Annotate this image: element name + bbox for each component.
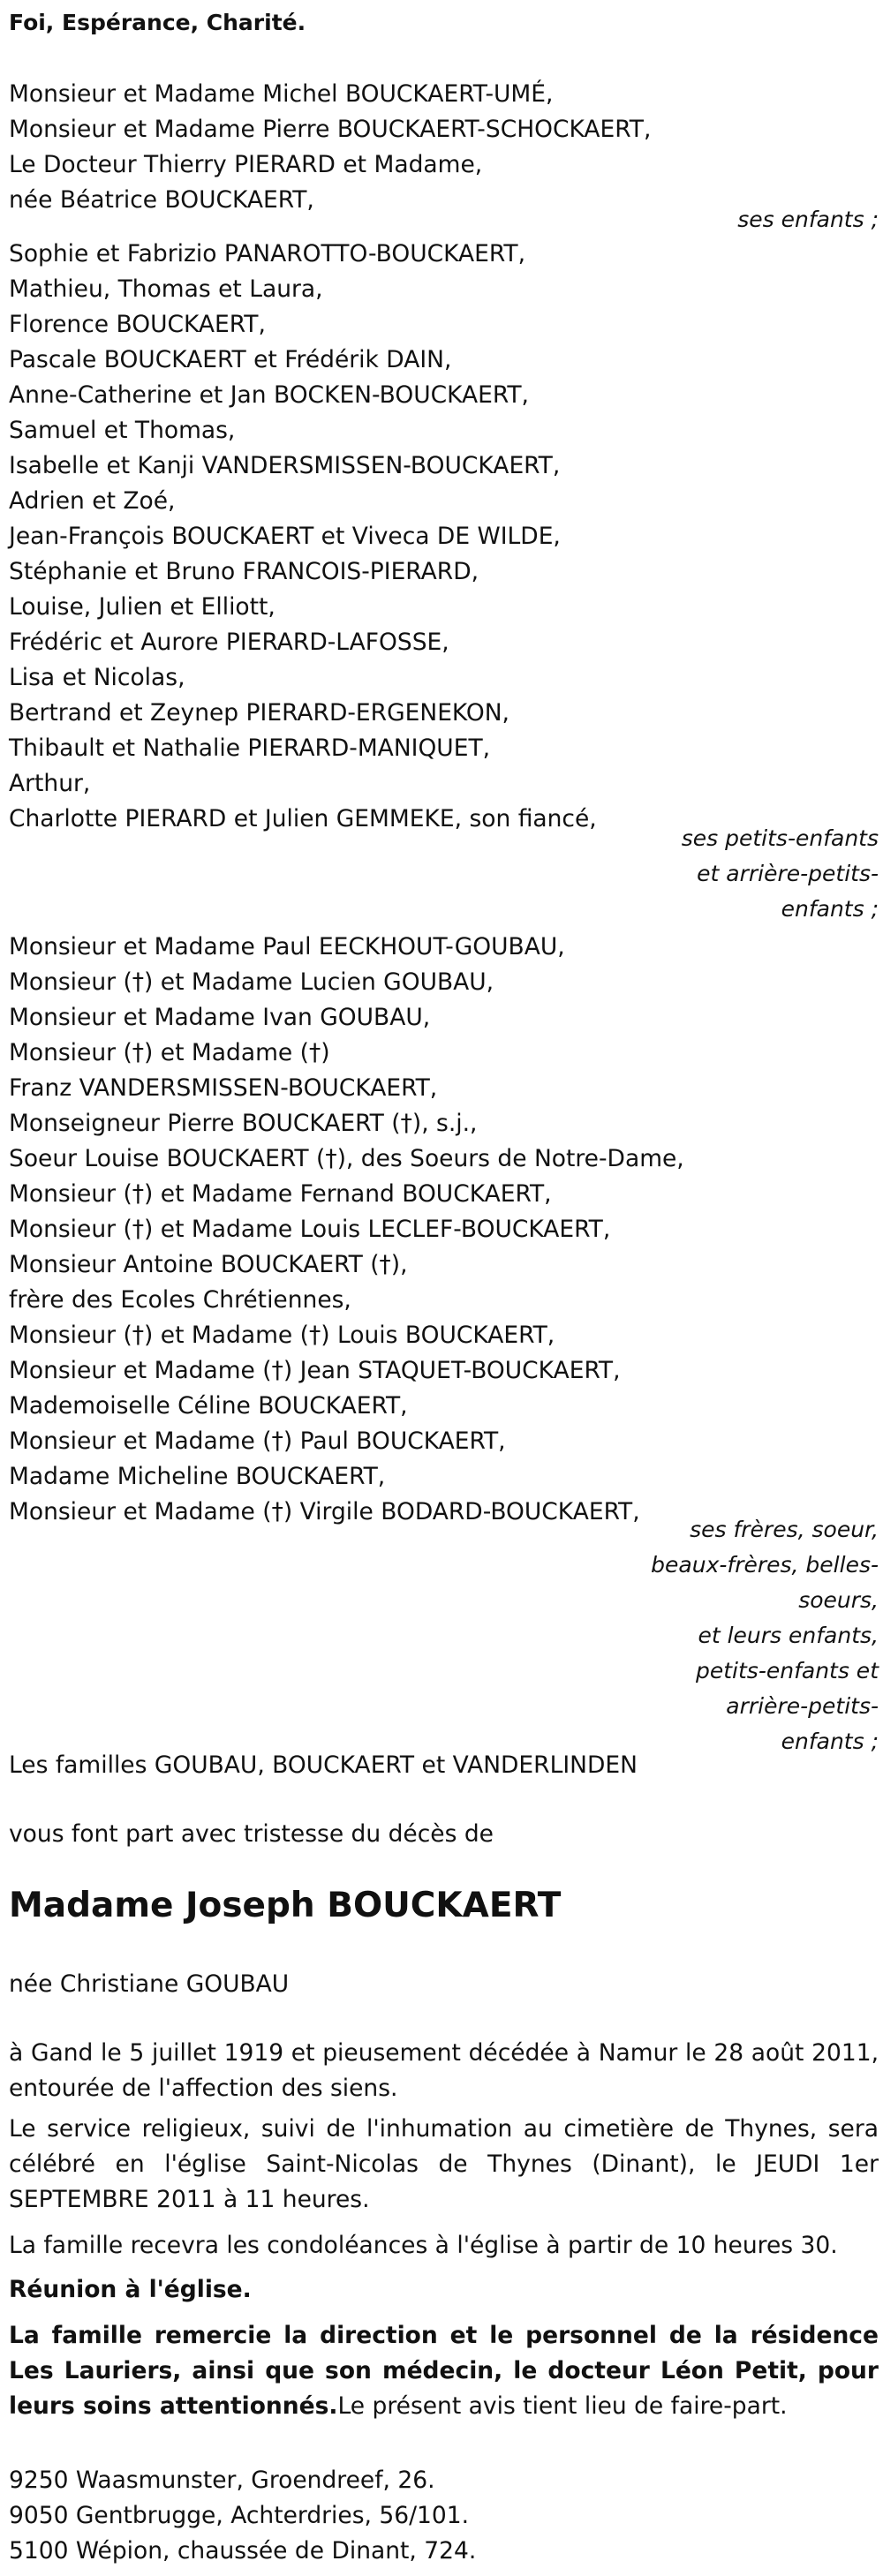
- siblings-entry: Monsieur (†) et Madame (†): [9, 1039, 330, 1066]
- grandchildren-entry: Anne-Catherine et Jan BOCKEN-BOUCKAERT,: [9, 381, 529, 409]
- grandchildren-entry: Jean-François BOUCKAERT et Viveca DE WILDE,: [9, 523, 561, 550]
- grandchildren-entry: Thibault et Nathalie PIERARD-MANIQUET,: [9, 734, 491, 762]
- grandchildren-entry: Mathieu, Thomas et Laura,: [9, 275, 323, 303]
- siblings-entry: Monsieur (†) et Madame Fernand BOUCKAERT,: [9, 1180, 552, 1208]
- siblings-entry: Mademoiselle Céline BOUCKAERT,: [9, 1392, 408, 1420]
- condolences-paragraph: La famille recevra les condoléances à l'église à partir de 10 heures 30.: [9, 2232, 838, 2259]
- siblings-entry: Monseigneur Pierre BOUCKAERT (†), s.j.,: [9, 1110, 478, 1137]
- address-line: 9050 Gentbrugge, Achterdries, 56/101.: [9, 2502, 470, 2529]
- grandchildren-entry: Lisa et Nicolas,: [9, 664, 185, 691]
- grandchildren-entry: Sophie et Fabrizio PANAROTTO-BOUCKAERT,: [9, 240, 526, 267]
- header-motto: Foi, Espérance, Charité.: [9, 10, 306, 35]
- siblings-entry: Soeur Louise BOUCKAERT (†), des Soeurs de Notre-Dame,: [9, 1145, 684, 1172]
- children-entry: Monsieur et Madame Michel BOUCKAERT-UMÉ,: [9, 80, 554, 108]
- siblings-entry: Monsieur Antoine BOUCKAERT (†),: [9, 1251, 408, 1278]
- children-entry: Le Docteur Thierry PIERARD et Madame,: [9, 151, 483, 178]
- grandchildren-entry: Isabelle et Kanji VANDERSMISSEN-BOUCKAERT,: [9, 452, 561, 479]
- siblings-entry: Monsieur et Madame (†) Virgile BODARD-BOUCKAERT,: [9, 1498, 640, 1525]
- families-line: Les familles GOUBAU, BOUCKAERT et VANDERLINDEN: [9, 1751, 638, 1779]
- grandchildren-entry: Adrien et Zoé,: [9, 487, 176, 515]
- deceased-name: Madame Joseph BOUCKAERT: [9, 1886, 562, 1925]
- children-list: [9, 77, 879, 218]
- children-entry: née Béatrice BOUCKAERT,: [9, 186, 314, 214]
- grandchildren-entry: Charlotte PIERARD et Julien GEMMEKE, son fiancé,: [9, 805, 597, 832]
- grandchildren-entry: Pascale BOUCKAERT et Frédérik DAIN,: [9, 346, 452, 373]
- relation-line: et arrière-petits-: [697, 861, 879, 886]
- address-line: 9250 Waasmunster, Groendreef, 26.: [9, 2467, 435, 2494]
- siblings-entry: Madame Micheline BOUCKAERT,: [9, 1463, 386, 1490]
- siblings-entry: Monsieur et Madame Paul EECKHOUT-GOUBAU,: [9, 933, 565, 960]
- siblings-entry: Monsieur (†) et Madame Lucien GOUBAU,: [9, 968, 494, 996]
- grandchildren-entry: Arthur,: [9, 770, 91, 797]
- siblings-list: [9, 930, 879, 1530]
- announcement-line: vous font part avec tristesse du décès de: [9, 1820, 494, 1848]
- thanks-paragraph: [9, 2318, 879, 2424]
- grandchildren-entry: Frédéric et Aurore PIERARD-LAFOSSE,: [9, 629, 449, 656]
- relation-line: ses petits-enfants: [681, 825, 879, 851]
- thanks-normal-text: Le présent avis tient lieu de faire-part.: [337, 2392, 788, 2420]
- relation-line: enfants ;: [781, 896, 879, 922]
- relation-line: beaux-frères, belles-: [651, 1552, 879, 1578]
- siblings-entry: frère des Ecoles Chrétiennes,: [9, 1286, 351, 1314]
- addresses-list: [9, 2463, 879, 2569]
- siblings-entry: Monsieur (†) et Madame (†) Louis BOUCKAERT,: [9, 1322, 555, 1349]
- grandchildren-entry: Florence BOUCKAERT,: [9, 311, 266, 338]
- relation-line: et leurs enfants,: [698, 1623, 879, 1648]
- children-relation: ses enfants ;: [737, 207, 879, 232]
- relation-line: arrière-petits-: [726, 1693, 879, 1719]
- siblings-entry: Monsieur et Madame (†) Paul BOUCKAERT,: [9, 1427, 506, 1455]
- grandchildren-entry: Samuel et Thomas,: [9, 417, 236, 444]
- grandchildren-entry: Stéphanie et Bruno FRANCOIS-PIERARD,: [9, 558, 479, 585]
- siblings-entry: Monsieur et Madame (†) Jean STAQUET-BOUCKAERT,: [9, 1357, 621, 1384]
- birth-death-paragraph: à Gand le 5 juillet 1919 et pieusement décédée à Namur le 28 août 2011, entourée de l'affection des siens.: [9, 2039, 879, 2102]
- address-line: 5100 Wépion, chaussée de Dinant, 724.: [9, 2537, 477, 2565]
- siblings-entry: Monsieur et Madame Ivan GOUBAU,: [9, 1004, 431, 1031]
- siblings-entry: Franz VANDERSMISSEN-BOUCKAERT,: [9, 1074, 438, 1102]
- thanks-bold-text: La famille remercie la direction et le personnel de la résidence Les Lauriers, ainsi que son médecin, le docteur Léon Petit, pour leurs soins attentionnés.: [9, 2322, 879, 2420]
- service-paragraph: Le service religieux, suivi de l'inhumation au cimetière de Thynes, sera célébré en l'église Saint-Nicolas de Thynes (Dinant), le JEUDI 1er SEPTEMBRE 2011 à 11 heures.: [9, 2115, 879, 2213]
- reunion-line: Réunion à l'église.: [9, 2276, 252, 2303]
- grandchildren-list: [9, 237, 879, 837]
- relation-line: enfants ;: [781, 1729, 879, 1754]
- siblings-relation: [649, 1512, 879, 1759]
- relation-line: soeurs,: [798, 1587, 879, 1613]
- relation-line: petits-enfants et: [696, 1658, 879, 1683]
- grandchildren-entry: Bertrand et Zeynep PIERARD-ERGENEKON,: [9, 699, 509, 727]
- grandchildren-relation: [649, 821, 879, 927]
- children-entry: Monsieur et Madame Pierre BOUCKAERT-SCHOCKAERT,: [9, 116, 652, 143]
- siblings-entry: Monsieur (†) et Madame Louis LECLEF-BOUCKAERT,: [9, 1216, 611, 1243]
- grandchildren-entry: Louise, Julien et Elliott,: [9, 593, 275, 621]
- relation-line: ses frères, soeur,: [690, 1517, 879, 1542]
- maiden-name: née Christiane GOUBAU: [9, 1970, 290, 1998]
